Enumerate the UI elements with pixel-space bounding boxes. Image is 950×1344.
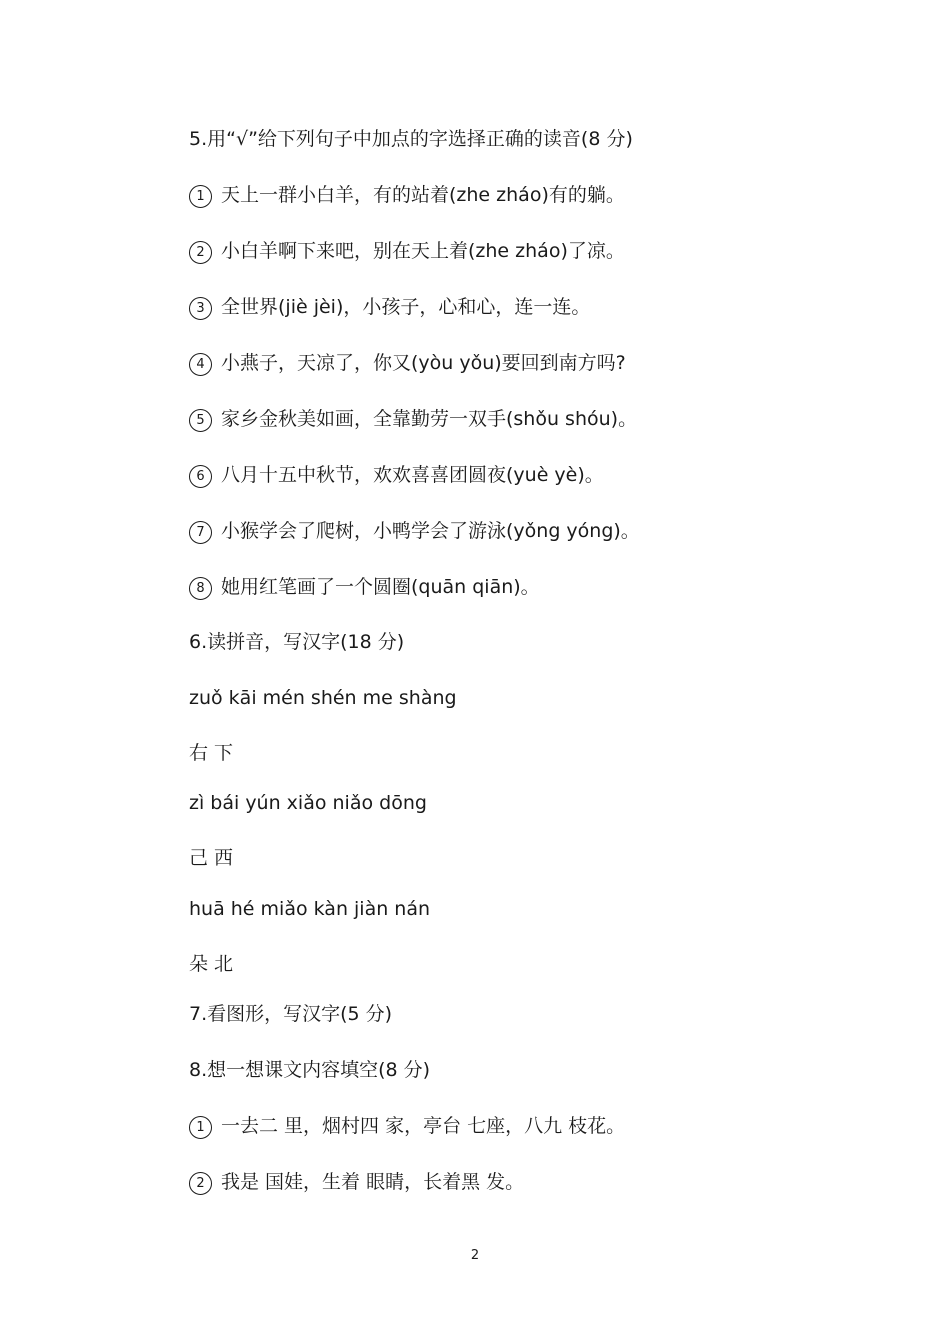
q5-item-4 xyxy=(189,351,626,376)
question-6-title: 6.读拼音，写汉字(18 分) xyxy=(189,631,405,653)
question-8-title: 8.想一想课文内容填空(8 分) xyxy=(189,1059,431,1081)
item-text: 全世界(jiè jèi)，小孩子，心和心，连一连。 xyxy=(221,296,591,318)
character-row-1: 右 下 xyxy=(189,742,234,764)
q5-item-3 xyxy=(189,295,590,320)
circled-number: 4 xyxy=(189,353,212,376)
circled-number: 2 xyxy=(189,1172,212,1195)
circled-number: 3 xyxy=(189,297,212,320)
circled-number: 2 xyxy=(189,241,212,264)
q5-item-8 xyxy=(189,575,540,600)
question-7-title: 7.看图形，写汉字(5 分) xyxy=(189,1003,393,1025)
q5-item-5 xyxy=(189,407,637,432)
item-text: 八月十五中秋节，欢欢喜喜团圆夜(yuè yè)。 xyxy=(221,464,604,486)
item-text: 我是 国娃，生着 眼睛，长着黑 发。 xyxy=(221,1171,525,1193)
character-row-2: 己 西 xyxy=(189,847,234,869)
q5-item-1 xyxy=(189,183,625,208)
item-text: 天上一群小白羊，有的站着(zhe zháo)有的躺。 xyxy=(221,184,625,206)
item-text: 小白羊啊下来吧，别在天上着(zhe zháo)了凉。 xyxy=(221,240,625,262)
circled-number: 6 xyxy=(189,465,212,488)
q8-item-1 xyxy=(189,1114,625,1139)
q5-item-6 xyxy=(189,463,604,488)
q5-item-2 xyxy=(189,239,625,264)
circled-number: 5 xyxy=(189,409,212,432)
question-5-title: 5.用“√”给下列句子中加点的字选择正确的读音(8 分) xyxy=(189,128,633,150)
pinyin-row-3: huā hé miǎo kàn jiàn nán xyxy=(189,898,431,920)
item-text: 小猴学会了爬树，小鸭学会了游泳(yǒng yóng)。 xyxy=(221,520,640,542)
pinyin-row-1: zuǒ kāi mén shén me shàng xyxy=(189,687,457,709)
page-number: 2 xyxy=(470,1248,480,1263)
item-text: 家乡金秋美如画，全靠勤劳一双手(shǒu shóu)。 xyxy=(221,408,638,430)
character-row-3: 朵 北 xyxy=(189,953,234,975)
pinyin-row-2: zì bái yún xiǎo niǎo dōng xyxy=(189,792,427,814)
item-text: 一去二 里，烟村四 家，亭台 七座，八九 枝花。 xyxy=(221,1115,626,1137)
item-text: 小燕子，天凉了，你又(yòu yǒu)要回到南方吗? xyxy=(221,352,626,374)
circled-number: 8 xyxy=(189,577,212,600)
circled-number: 1 xyxy=(189,185,212,208)
q5-item-7 xyxy=(189,519,640,544)
circled-number: 1 xyxy=(189,1116,212,1139)
q8-item-2 xyxy=(189,1170,524,1195)
item-text: 她用红笔画了一个圆圈(quān qiān)。 xyxy=(221,576,540,598)
circled-number: 7 xyxy=(189,521,212,544)
